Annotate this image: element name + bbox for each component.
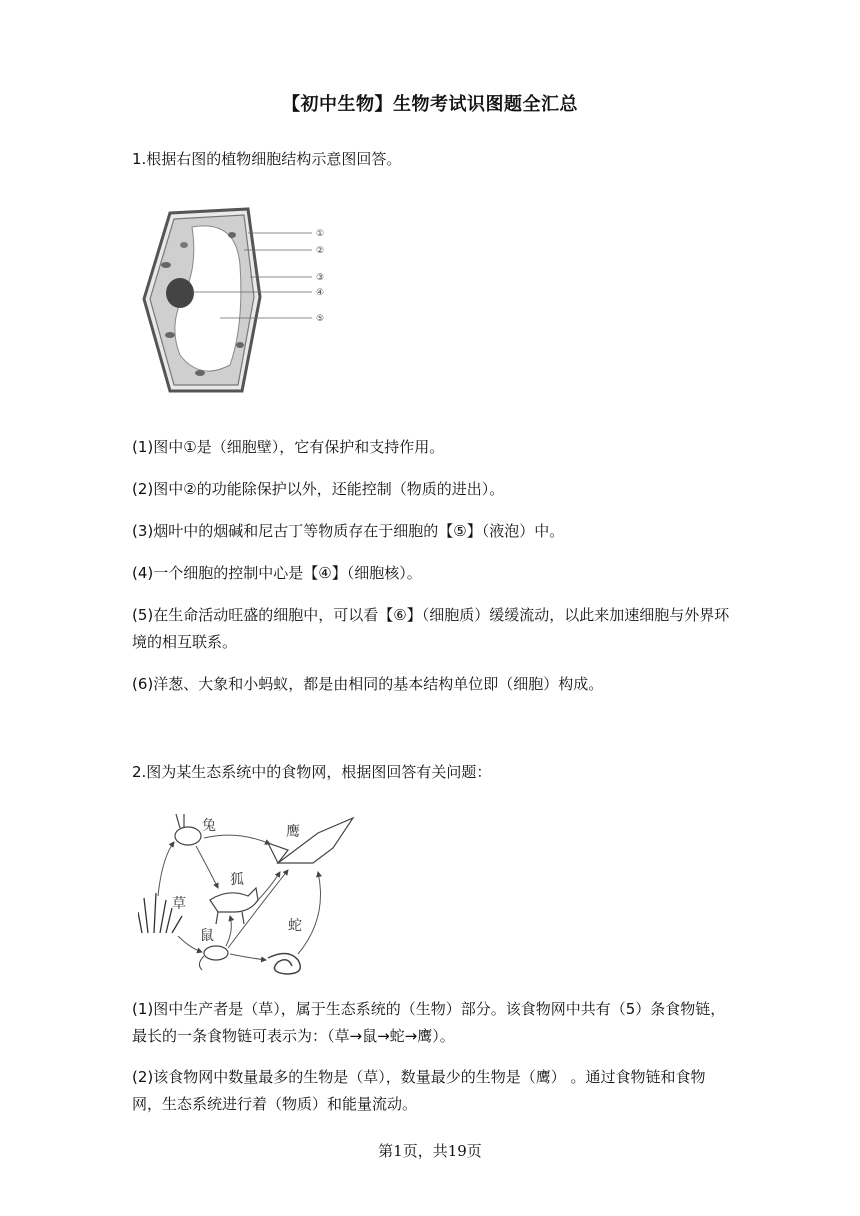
cell-label-5: ⑤ bbox=[316, 314, 325, 324]
question-2-heading: 2.图为某生态系统中的食物网，根据图回答有关问题： bbox=[132, 763, 492, 781]
q1-answer-3: (3)烟叶中的烟碱和尼古丁等物质存在于细胞的【⑤】（液泡）中。 bbox=[132, 522, 565, 540]
plant-cell-diagram bbox=[140, 205, 340, 400]
page-title: 【初中生物】生物考试识图题全汇总 bbox=[282, 94, 578, 115]
q1-answer-4: (4)一个细胞的控制中心是【④】（细胞核）。 bbox=[132, 564, 422, 582]
label-rabbit: 兔 bbox=[202, 818, 216, 834]
label-fox: 狐 bbox=[230, 872, 244, 888]
q1-answer-1: (1)图中①是（细胞壁），它有保护和支持作用。 bbox=[132, 438, 445, 456]
label-snake: 蛇 bbox=[288, 918, 302, 934]
q2-answer-1: (1)图中生产者是（草），属于生态系统的（生物）部分。该食物网中共有（5）条食物链，最长的一条食物链可表示为：（草→鼠→蛇→鹰）。 bbox=[132, 1000, 726, 1045]
cell-label-4: ④ bbox=[316, 288, 325, 298]
fox-icon bbox=[210, 888, 258, 912]
label-mouse: 鼠 bbox=[200, 928, 214, 944]
q2-answer-2: (2)该食物网中数量最多的生物是（草），数量最少的生物是（鹰） 。通过食物链和食物网，生态系统进行着（物质）和能量流动。 bbox=[132, 1068, 706, 1113]
q1-answer-5: (5)在生命活动旺盛的细胞中，可以看【⑥】（细胞质）缓缓流动，以此来加速细胞与外界环境的相互联系。 bbox=[132, 606, 730, 651]
q1-answer-2: (2)图中②的功能除保护以外，还能控制（物质的进出）。 bbox=[132, 480, 505, 498]
label-grass: 草 bbox=[172, 896, 186, 912]
label-eagle: 鹰 bbox=[286, 824, 300, 840]
rabbit-icon bbox=[175, 827, 201, 845]
cell-label-1: ① bbox=[316, 229, 325, 239]
food-web-diagram bbox=[138, 808, 363, 983]
q1-answer-6: (6)洋葱、大象和小蚂蚁，都是由相同的基本结构单位即（细胞）构成。 bbox=[132, 675, 604, 693]
cell-label-3: ③ bbox=[316, 273, 325, 283]
nucleus-shape bbox=[166, 278, 194, 308]
page-footer: 第1页，共19页 bbox=[378, 1142, 482, 1160]
question-1-heading: 1.根据右图的植物细胞结构示意图回答。 bbox=[132, 150, 402, 168]
snake-icon bbox=[268, 953, 300, 974]
mouse-icon bbox=[204, 946, 228, 960]
cell-label-2: ② bbox=[316, 246, 325, 256]
